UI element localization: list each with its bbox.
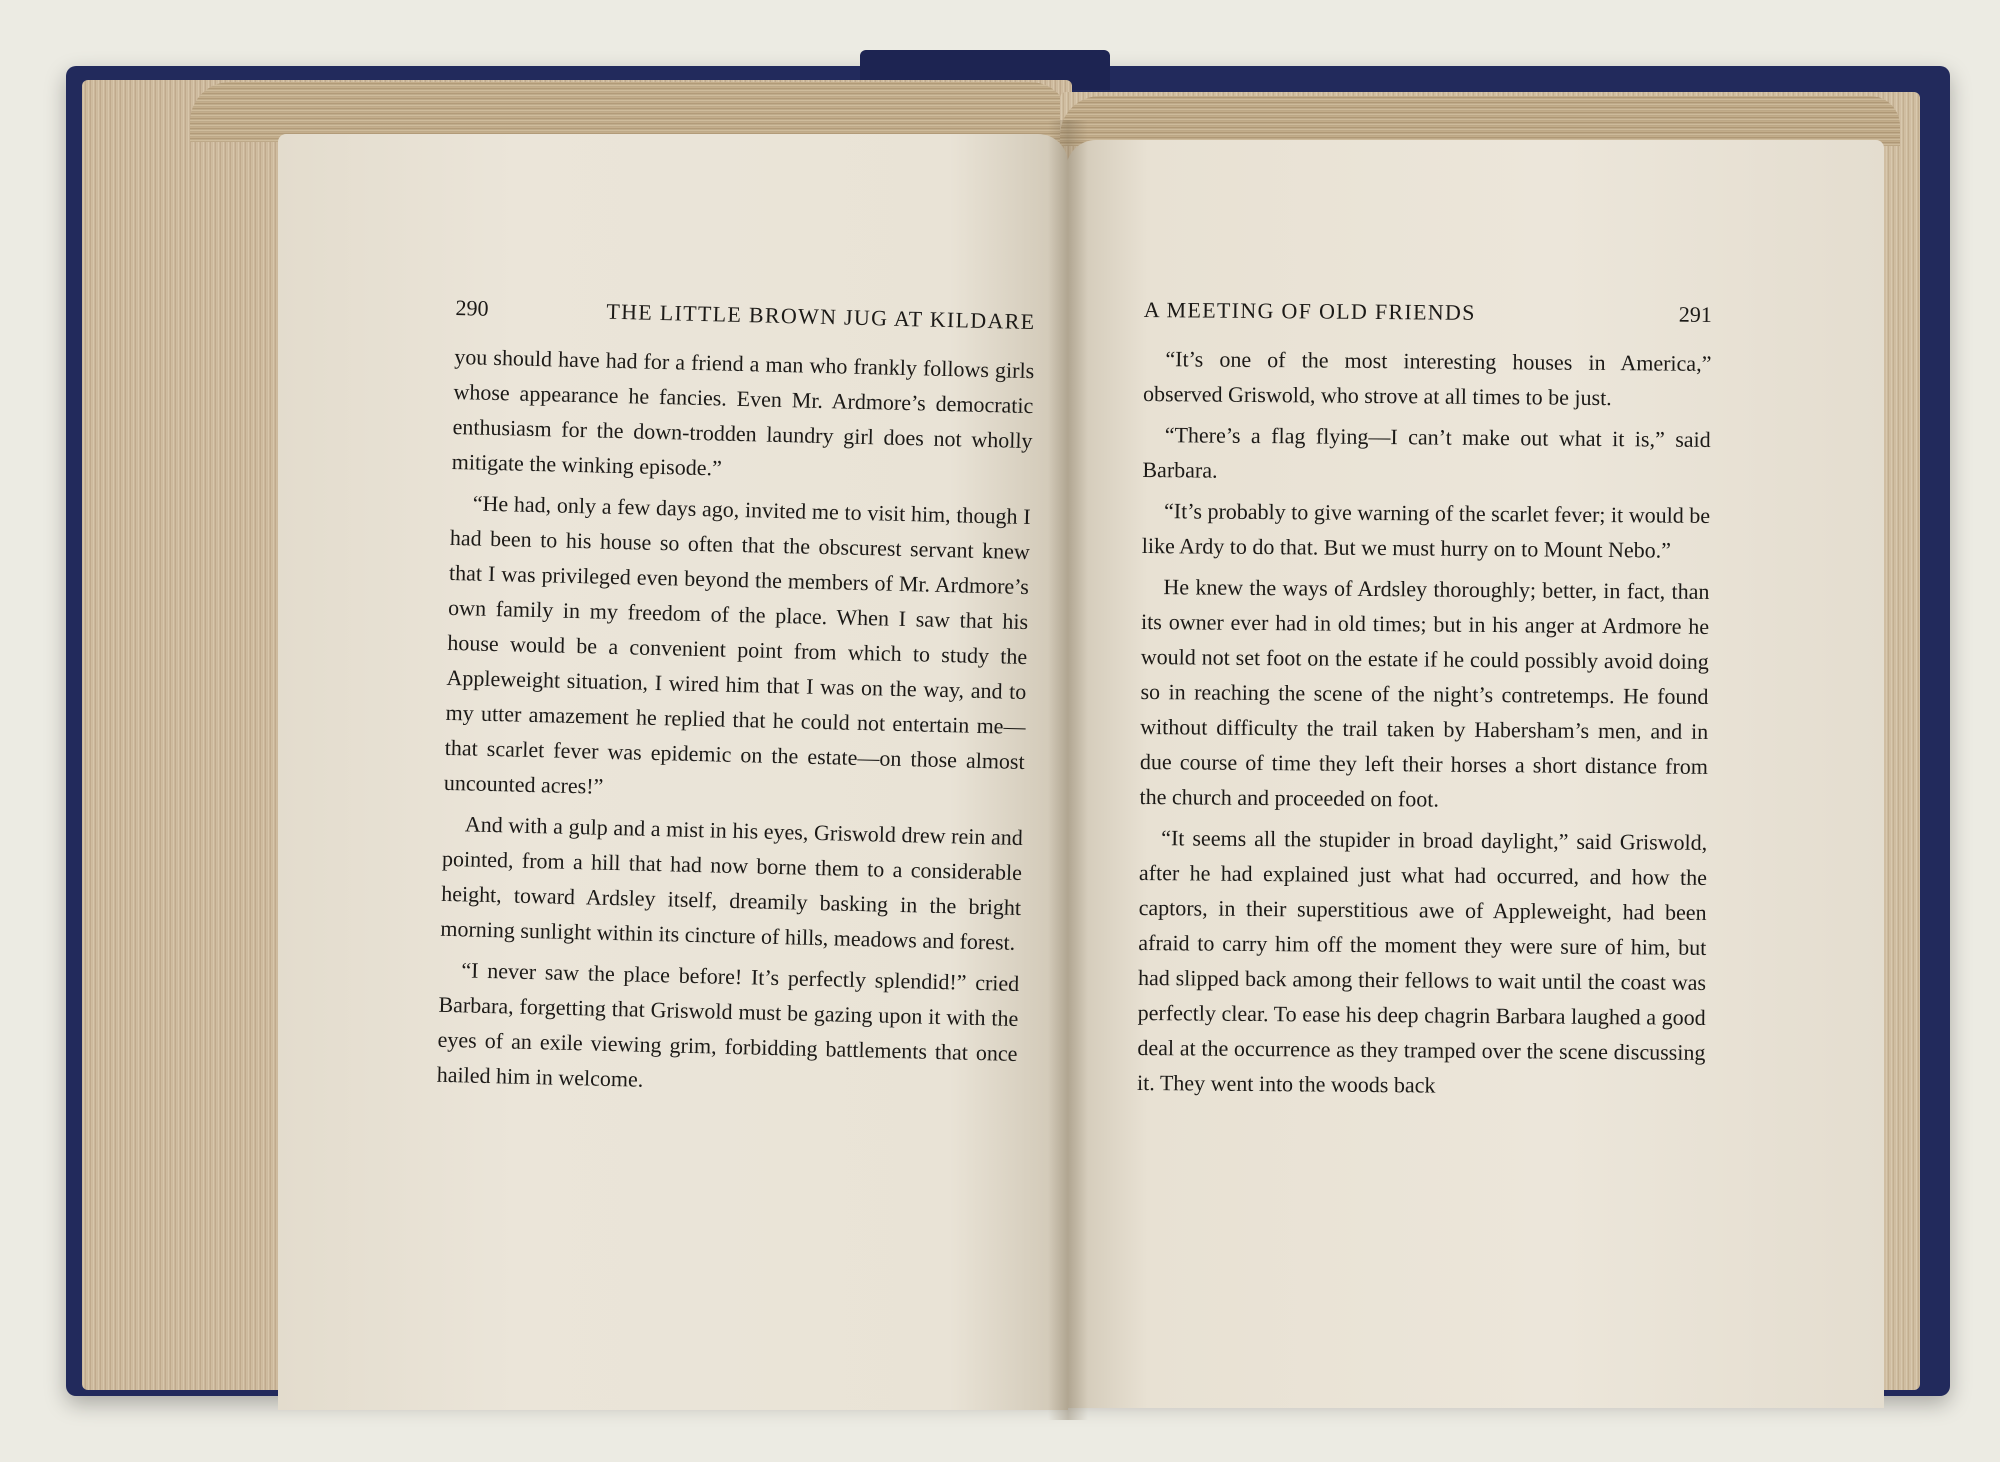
right-paragraph: “It seems all the stupider in broad daylight,” said Griswold, after he had explained just what had occurred, and how the captors, in their superstitious awe of Appleweight, had been afraid to carry him off the moment they were sure of him, but had slipped back among their fellows to wait until the coast was perfectly clear. To ease his deep chagrin Barbara laughed a good deal at the occurrence as they tramped over the scene discussing it. They went into the woods back: [1136, 825, 1708, 1098]
book-gutter: [1048, 120, 1088, 1420]
right-running-head: [1144, 292, 1712, 332]
left-running-head-title: THE LITTLE BROWN JUG AT KILDARE: [606, 298, 1036, 335]
left-paragraph: And with a gulp and a mist in his eyes, Griswold drew rein and pointed, from a hill that had now borne them to a considerable height, toward Ardsley itself, dreamily basking in the bright morning sunlight within its cincture of hills, meadows and forest.: [440, 811, 1024, 955]
right-page-number: 291: [1678, 301, 1712, 327]
right-running-head-title: A MEETING OF OLD FRIENDS: [1143, 296, 1476, 325]
left-paragraph: “He had, only a few days ago, invited me to visit him, though I had been to his house so often that the obscurest servant knew that I was privileged even beyond the members of Mr. Ardmore’s own family in my freedom of the place. When I saw that his house would be a convenient point from which to study the Appleweight situation, I wired him that I was on the way, and to my utter amazement he replied that he could not entertain me—that scarlet fever was epidemic on the estate—on those almost uncounted acres!”: [443, 490, 1031, 799]
left-paragraph: “I never saw the place before! It’s perfectly splendid!” cried Barbara, forgetting that Griswold must be gazing upon it with the eyes of an exile viewing grim, forbidding battlements that once hailed him in welcome.: [436, 957, 1020, 1092]
right-page-top-edges: [1060, 96, 1900, 146]
right-paragraph: “There’s a flag flying—I can’t make out what it is,” said Barbara.: [1142, 422, 1711, 483]
left-paragraph: you should have had for a friend a man who frankly follows girls whose appearance he fancies. Even Mr. Ardmore’s democratic enthusiasm for the down-trodden laundry girl does not wholly mitigate the winking episode.”: [451, 343, 1035, 481]
right-paragraph: “It’s one of the most interesting houses in America,” observed Griswold, who strove at all times to be just.: [1143, 346, 1712, 411]
left-page-text: [436, 290, 1036, 1112]
right-paragraph: He knew the ways of Ardsley thoroughly; better, in fact, than its owner ever had in old times; but in his anger at Ardmore he would not set foot on the estate if he could possibly avoid doing so in reaching the scene of the night’s contretemps. He found without difficulty the trail taken by Habersham’s men, and in due course of time they left their horses a short distance from the church and proceeded on foot.: [1139, 574, 1710, 812]
right-page-text: [1137, 292, 1712, 1111]
left-page-top-edges: [190, 82, 1070, 142]
left-page-number: 290: [455, 294, 489, 321]
right-paragraph: “It’s probably to give warning of the scarlet fever; it would be like Ardy to do that. But we must hurry on to Mount Nebo.”: [1141, 498, 1711, 563]
